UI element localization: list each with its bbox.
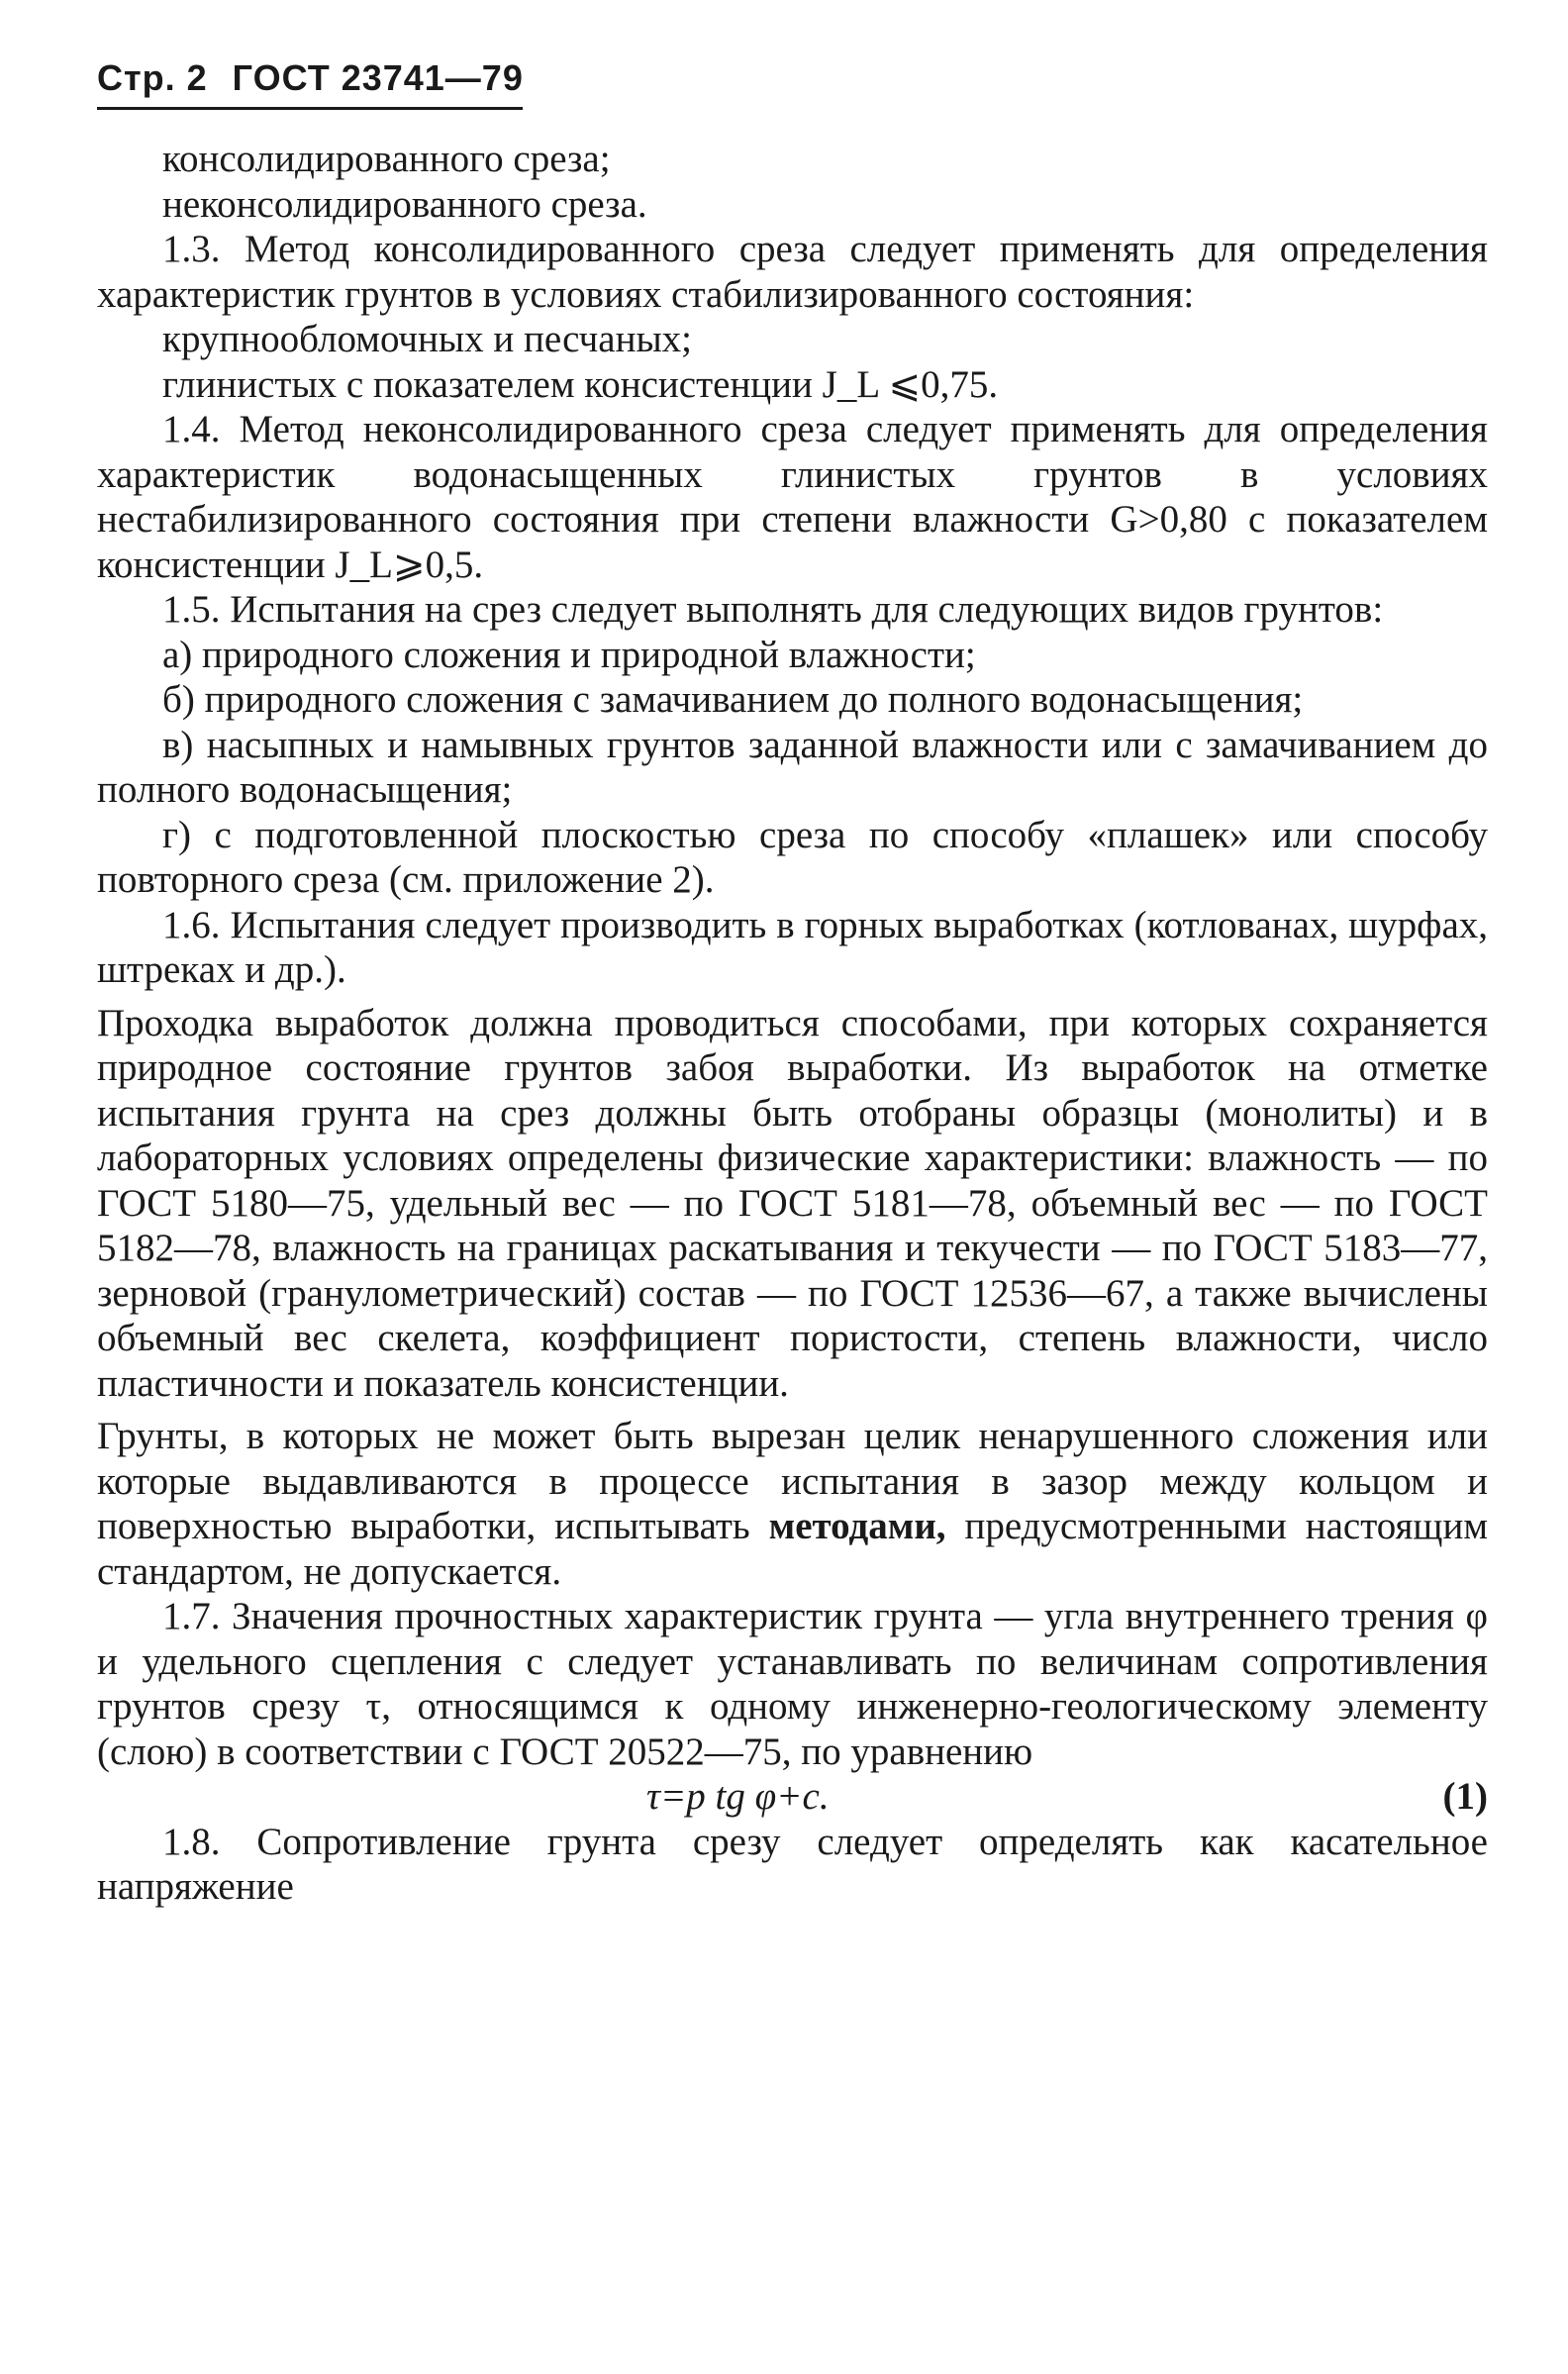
page-label: Стр. 2 xyxy=(97,57,208,98)
list-item-consolidated: консолидированного среза; xyxy=(162,138,611,180)
clause-1-8: 1.8. Сопротивление грунта срезу следует определять как касательное напряжение xyxy=(97,1820,1488,1908)
body-text xyxy=(97,137,1488,1910)
paragraph-excavation: Проходка выработок должна проводиться способами, при которых сохраняется природное состояние грунтов забоя выработки. Из выработок на отметке испытания грунта на срез должны быть отобраны образцы (монолиты) и в лабораторных условиях определены физические характеристики: влажность — по ГОСТ 5180—75, удельный вес — по ГОСТ 5181—78, объемный вес — по ГОСТ 5182—78, влажность на границах раскатывания и текучести — по ГОСТ 5183—77, зерновой (гранулометрический) состав — по ГОСТ 12536—67, а также вычислены объемный вес скелета, коэффициент пористости, степень влажности, число пластичности и показатель консистенции. xyxy=(97,1001,1488,1405)
clause-1-5: 1.5. Испытания на срез следует выполнять для следующих видов грунтов: xyxy=(162,588,1384,631)
standard-number: ГОСТ 23741—79 xyxy=(232,57,524,98)
clause-1-5-a: а) природного сложения и природной влажности; xyxy=(162,633,976,676)
clause-1-3: 1.3. Метод консолидированного среза следует применять для определения характеристик грунтов в условиях стабилизированного состояния: xyxy=(97,228,1488,316)
clause-1-6: 1.6. Испытания следует производить в горных выработках (котлованах, шурфах, штреках и др.). xyxy=(97,903,1488,991)
paragraph-unsuitable-soils xyxy=(97,1414,1488,1594)
list-item-unconsolidated: неконсолидированного среза. xyxy=(162,182,647,226)
unsuitable-soils-text-start: Грунты, в которых не может быть вырезан целик ненарушенного сложения или которые выдавливаются в процессе испытания в зазор между кольцом и поверхностью выработки, испытывать xyxy=(97,1415,1488,1547)
clause-1-4: 1.4. Метод неконсолидированного среза следует применять для определения характеристик водонасыщенных глинистых грунтов в условиях нестабилизированного состояния при степени влажности G>0,80 с показателем консистенции J_L⩾0,5. xyxy=(97,408,1488,586)
header-rule xyxy=(97,107,523,110)
clause-1-7: 1.7. Значения прочностных характеристик грунта — угла внутреннего трения φ и удельного сцепления c следует устанавливать по величинам сопротивления грунтов срезу τ, относящимся к одному инженерно-геологическому элементу (слою) в соответствии с ГОСТ 20522—75, по уравнению xyxy=(97,1595,1488,1773)
unsuitable-soils-text-end: предусмотренными настоящим стандартом, не допускается. xyxy=(97,1505,1489,1593)
clause-1-5-b: б) природного сложения с замачиванием до полного водонасыщения; xyxy=(162,678,1304,721)
unsuitable-soils-bold-word: методами, xyxy=(768,1505,946,1547)
clause-1-3-item-1: крупнообломочных и песчаных; xyxy=(162,318,693,360)
page-header xyxy=(97,57,538,99)
clause-1-3-item-2: глинистых с показателем консистенции J_L ⩽0,75. xyxy=(162,362,999,406)
clause-1-5-v: в) насыпных и намывных грунтов заданной влажности или с замачиванием до полного водонасыщения; xyxy=(97,723,1488,811)
clause-1-5-g: г) с подготовленной плоскостью среза по способу «плашек» или способу повторного среза (см. приложение 2). xyxy=(97,813,1488,901)
formula-number: (1) xyxy=(1442,1775,1488,1818)
shear-formula: τ=p tg φ+c. xyxy=(646,1775,830,1818)
formula-row xyxy=(97,1774,1488,1820)
